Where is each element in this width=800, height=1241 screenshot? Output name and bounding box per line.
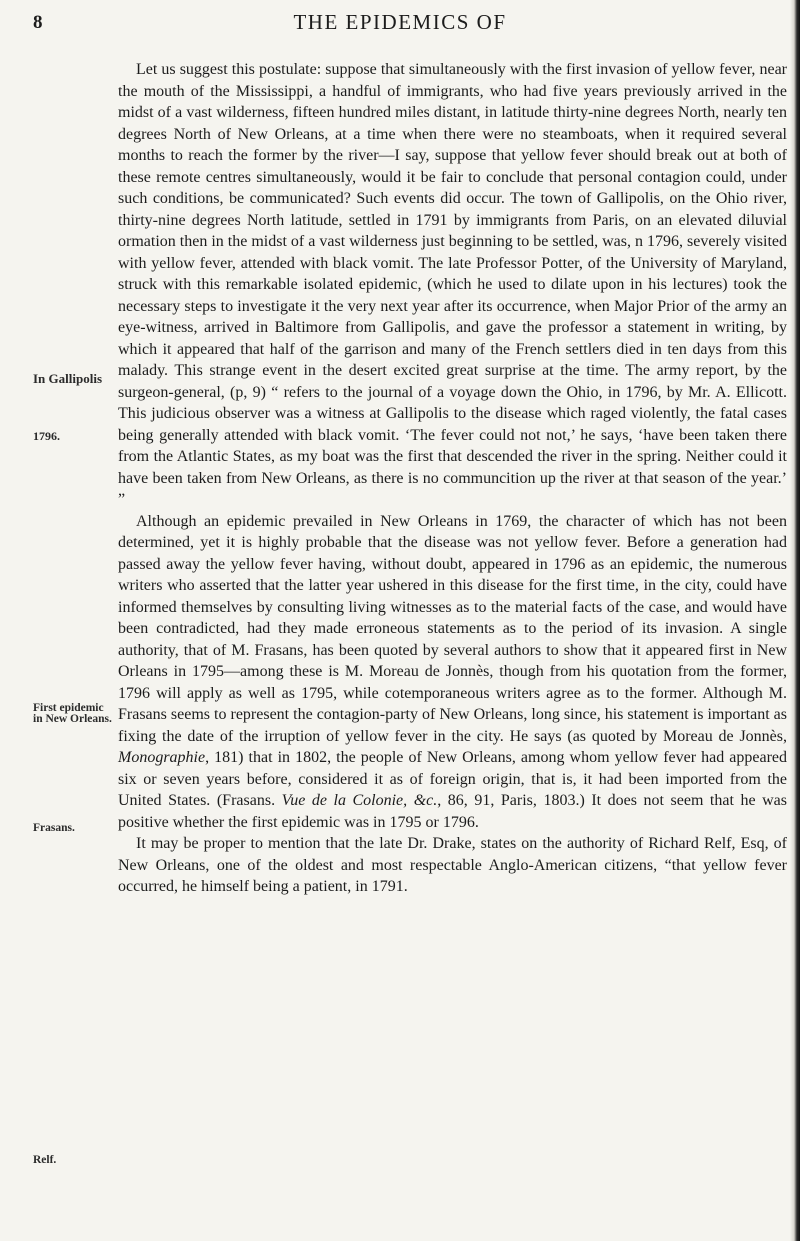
page-header <box>0 10 800 40</box>
running-title: THE EPIDEMICS OF <box>293 10 507 34</box>
body-text <box>118 59 787 898</box>
paragraph-gallipolis: Let us suggest this postulate: suppose that simultaneously with the first invasion of yellow fever, near the mouth of the Mississippi, a handful of immigrants, who had five years previously arrived in the midst of a vast wilderness, fifteen hundred miles distant, in latitude thirty-nine degrees North, nearly ten degrees North of New Orleans, at a time when there were no steamboats, when it required several months to reach the former by the river—I say, suppose that yellow fever should break out at both of these remote centres simultaneously, would it be fair to conclude that personal contagion could, under such conditions, be communicated? Such events did occur. The town of Gallipolis, on the Ohio river, thirty-nine degrees North latitude, settled in 1791 by immigrants from Paris, on an elevated diluvial ormation then in the midst of a vast wilderness just beginning to be settled, was, n 1796, severely visited with yellow fever, attended with black vomit. The late Professor Potter, of the University of Maryland, struck with this remarkable isolated epidemic, (which he used to dilate upon in his lectures) took the necessary steps to investigate it the very next year after its occurrence, when Major Prior of the army an eye-witness, arrived in Baltimore from Gallipolis, and gave the professor a statement in writing, by which it appeared that half of the garrison and many of the French settlers died in ten days from this malady. This strange event in the desert excited great surprise at the time. The army report, by the surgeon-general, (p, 9) “ refers to the journal of a voyage down the Ohio, in 1796, by Mr. A. Ellicott. This judicious observer was a witness at Gallipolis to the disease which raged violently, the fatal cases being generally attended with black vomit. ‘The fever could not not,’ he says, ‘have been taken there from the Atlantic States, as my boat was the first that descended the river in the spring. Neither could it have been taken from New Orleans, as there is no communcition up the river at that season of the year.’ ” <box>118 61 787 508</box>
paragraph-text: Although an epidemic prevailed in New Orleans in 1769, the character of which has not been determined, yet it is highly probable that the disease was not yellow fever. Before a generation had passed away the yellow fever having, without doubt, appeared in 1796 as an epidemic, the numerous writers who asserted that the latter year ushered in this disease for the first time, in the city, could have informed themselves by consulting living witnesses as to the material facts of the case, and would have been contradicted, had they made erroneous statements as to the period of its invasion. A single authority, that of M. Frasans, has been quoted by several authors to show that it appeared first in New Orleans in 1795—among these is M. Moreau de Jonnès, though from his quotation from the former, 1796 will apply as well as 1795, while cotemporaneous writers agree as to the former. Although M. Frasans seems to represent the contagion-party of New Orleans, long since, his statement is important as fixing the date of the irruption of yellow fever in the city. He says (as quoted by Moreau de Jonnès, <box>118 512 787 745</box>
margin-note-frasans: Frasans. <box>33 822 75 834</box>
book-title: Monographie <box>118 749 206 766</box>
margin-note-1796: 1796. <box>33 429 60 443</box>
margin-note-relf: Relf. <box>33 1154 57 1166</box>
page-edge-shadow <box>790 0 800 1241</box>
margin-note-first-epidemic: First epidemic in New Orleans. <box>33 702 112 725</box>
paragraph-relf: It may be proper to mention that the late Dr. Drake, states on the authority of Richard Relf, Esq, of New Orleans, one of the oldest and most respectable Anglo-American citizens, “that yellow fever occurred, he himself being a patient, in 1791. <box>118 835 787 895</box>
paragraph-text: , 86, 91, Paris, 1803.) It does not seem that he was positive whether the first epidemic was in 1795 or 1796. <box>118 792 787 831</box>
paragraph-text: , 181) that in 1802, the people of New Orleans, among whom yellow fever had appeared six or seven years before, considered it as of foreign origin, that is, it had been imported from the United States. (Frasans. <box>118 749 787 809</box>
margin-note-gallipolis: In Gallipolis <box>33 371 102 386</box>
page-number: 8 <box>33 12 43 33</box>
paragraph-first-epidemic <box>118 511 787 834</box>
book-title: Vue de la Colonie, &c. <box>281 792 438 809</box>
